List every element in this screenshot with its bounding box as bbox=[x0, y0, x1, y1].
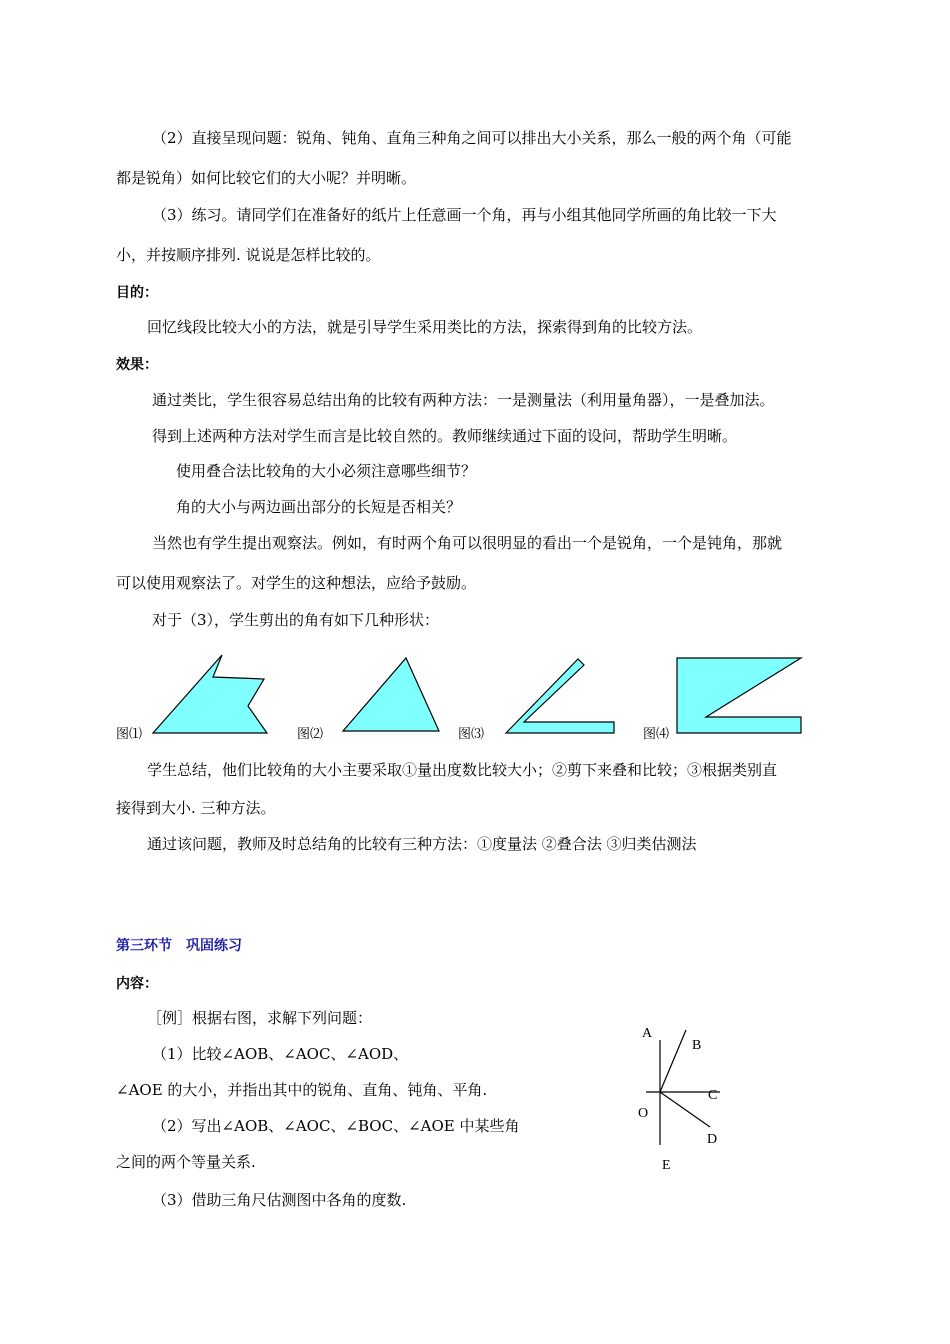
ray-OD bbox=[660, 1092, 710, 1127]
example-q2-line-2: 之间的两个等量关系. bbox=[116, 1153, 256, 1171]
example-q2-line-1: （2）写出∠AOB、∠AOC、∠BOC、∠AOE 中某些角 bbox=[152, 1117, 520, 1135]
summary-line-2: 接得到大小. 三种方法。 bbox=[116, 799, 276, 817]
goal-heading: 目的： bbox=[116, 285, 158, 301]
figure-4-caption: 图⑷ bbox=[643, 726, 670, 741]
label-C: C bbox=[708, 1088, 718, 1103]
question-1: 使用叠合法比较角的大小必须注意哪些细节？ bbox=[176, 462, 477, 480]
effect-line-1: 通过类比，学生很容易总结出角的比较有两种方法：一是测量法（利用量角器），一是叠加法。 bbox=[152, 391, 775, 409]
effect-line-2: 得到上述两种方法对学生而言是比较自然的。教师继续通过下面的设问，帮助学生明晰。 bbox=[152, 427, 738, 445]
label-E: E bbox=[662, 1158, 671, 1173]
goal-text: 回忆线段比较大小的方法，就是引导学生采用类比的方法，探索得到角的比较方法。 bbox=[147, 318, 703, 336]
paragraph-2-line-2: 都是锐角）如何比较它们的大小呢？并明晰。 bbox=[116, 169, 417, 187]
effect-heading: 效果： bbox=[116, 357, 158, 373]
summary-line-1: 学生总结，他们比较角的大小主要采取①量出度数比较大小；②剪下来叠和比较；③根据类别直 bbox=[147, 761, 778, 779]
teacher-summary: 通过该问题，教师及时总结角的比较有三种方法：①度量法 ②叠合法 ③归类估测法 bbox=[147, 835, 697, 853]
example-q1-line-2: ∠AOE 的大小，并指出其中的锐角、直角、钝角、平角. bbox=[116, 1081, 488, 1099]
ray-OB bbox=[660, 1030, 686, 1092]
paragraph-2-line-1: （2）直接呈现问题：锐角、钝角、直角三种角之间可以排出大小关系，那么一般的两个角（可能 bbox=[152, 129, 792, 147]
shapes-intro: 对于（3），学生剪出的角有如下几种形状： bbox=[152, 611, 440, 629]
observation-line-1: 当然也有学生提出观察法。例如，有时两个角可以很明显的看出一个是锐角，一个是钝角，那就 bbox=[152, 534, 783, 552]
section-heading: 第三环节 巩固练习 bbox=[116, 938, 242, 954]
example-q1-line-1: （1）比较∠AOB、∠AOC、∠AOD、 bbox=[152, 1045, 409, 1063]
figure-1-caption: 图⑴ bbox=[116, 726, 143, 741]
observation-line-2: 可以使用观察法了。对学生的这种想法，应给予鼓励。 bbox=[116, 574, 477, 592]
question-2: 角的大小与两边画出部分的长短是否相关？ bbox=[176, 498, 462, 516]
figure-3-caption: 图⑶ bbox=[458, 726, 485, 741]
paragraph-3-line-1: （3）练习。请同学们在准备好的纸片上任意画一个角，再与小组其他同学所画的角比较一下大 bbox=[152, 206, 777, 224]
example-q3: （3）借助三角尺估测图中各角的度数. bbox=[152, 1191, 407, 1209]
content-heading: 内容： bbox=[116, 976, 158, 992]
label-D: D bbox=[707, 1132, 718, 1147]
example-intro: ［例］根据右图，求解下列问题： bbox=[147, 1009, 373, 1027]
label-B: B bbox=[692, 1038, 702, 1053]
label-O: O bbox=[638, 1106, 649, 1121]
figure-2-caption: 图⑵ bbox=[297, 726, 324, 741]
paragraph-3-line-2: 小，并按顺序排列. 说说是怎样比较的。 bbox=[116, 246, 381, 264]
label-A: A bbox=[642, 1026, 653, 1041]
